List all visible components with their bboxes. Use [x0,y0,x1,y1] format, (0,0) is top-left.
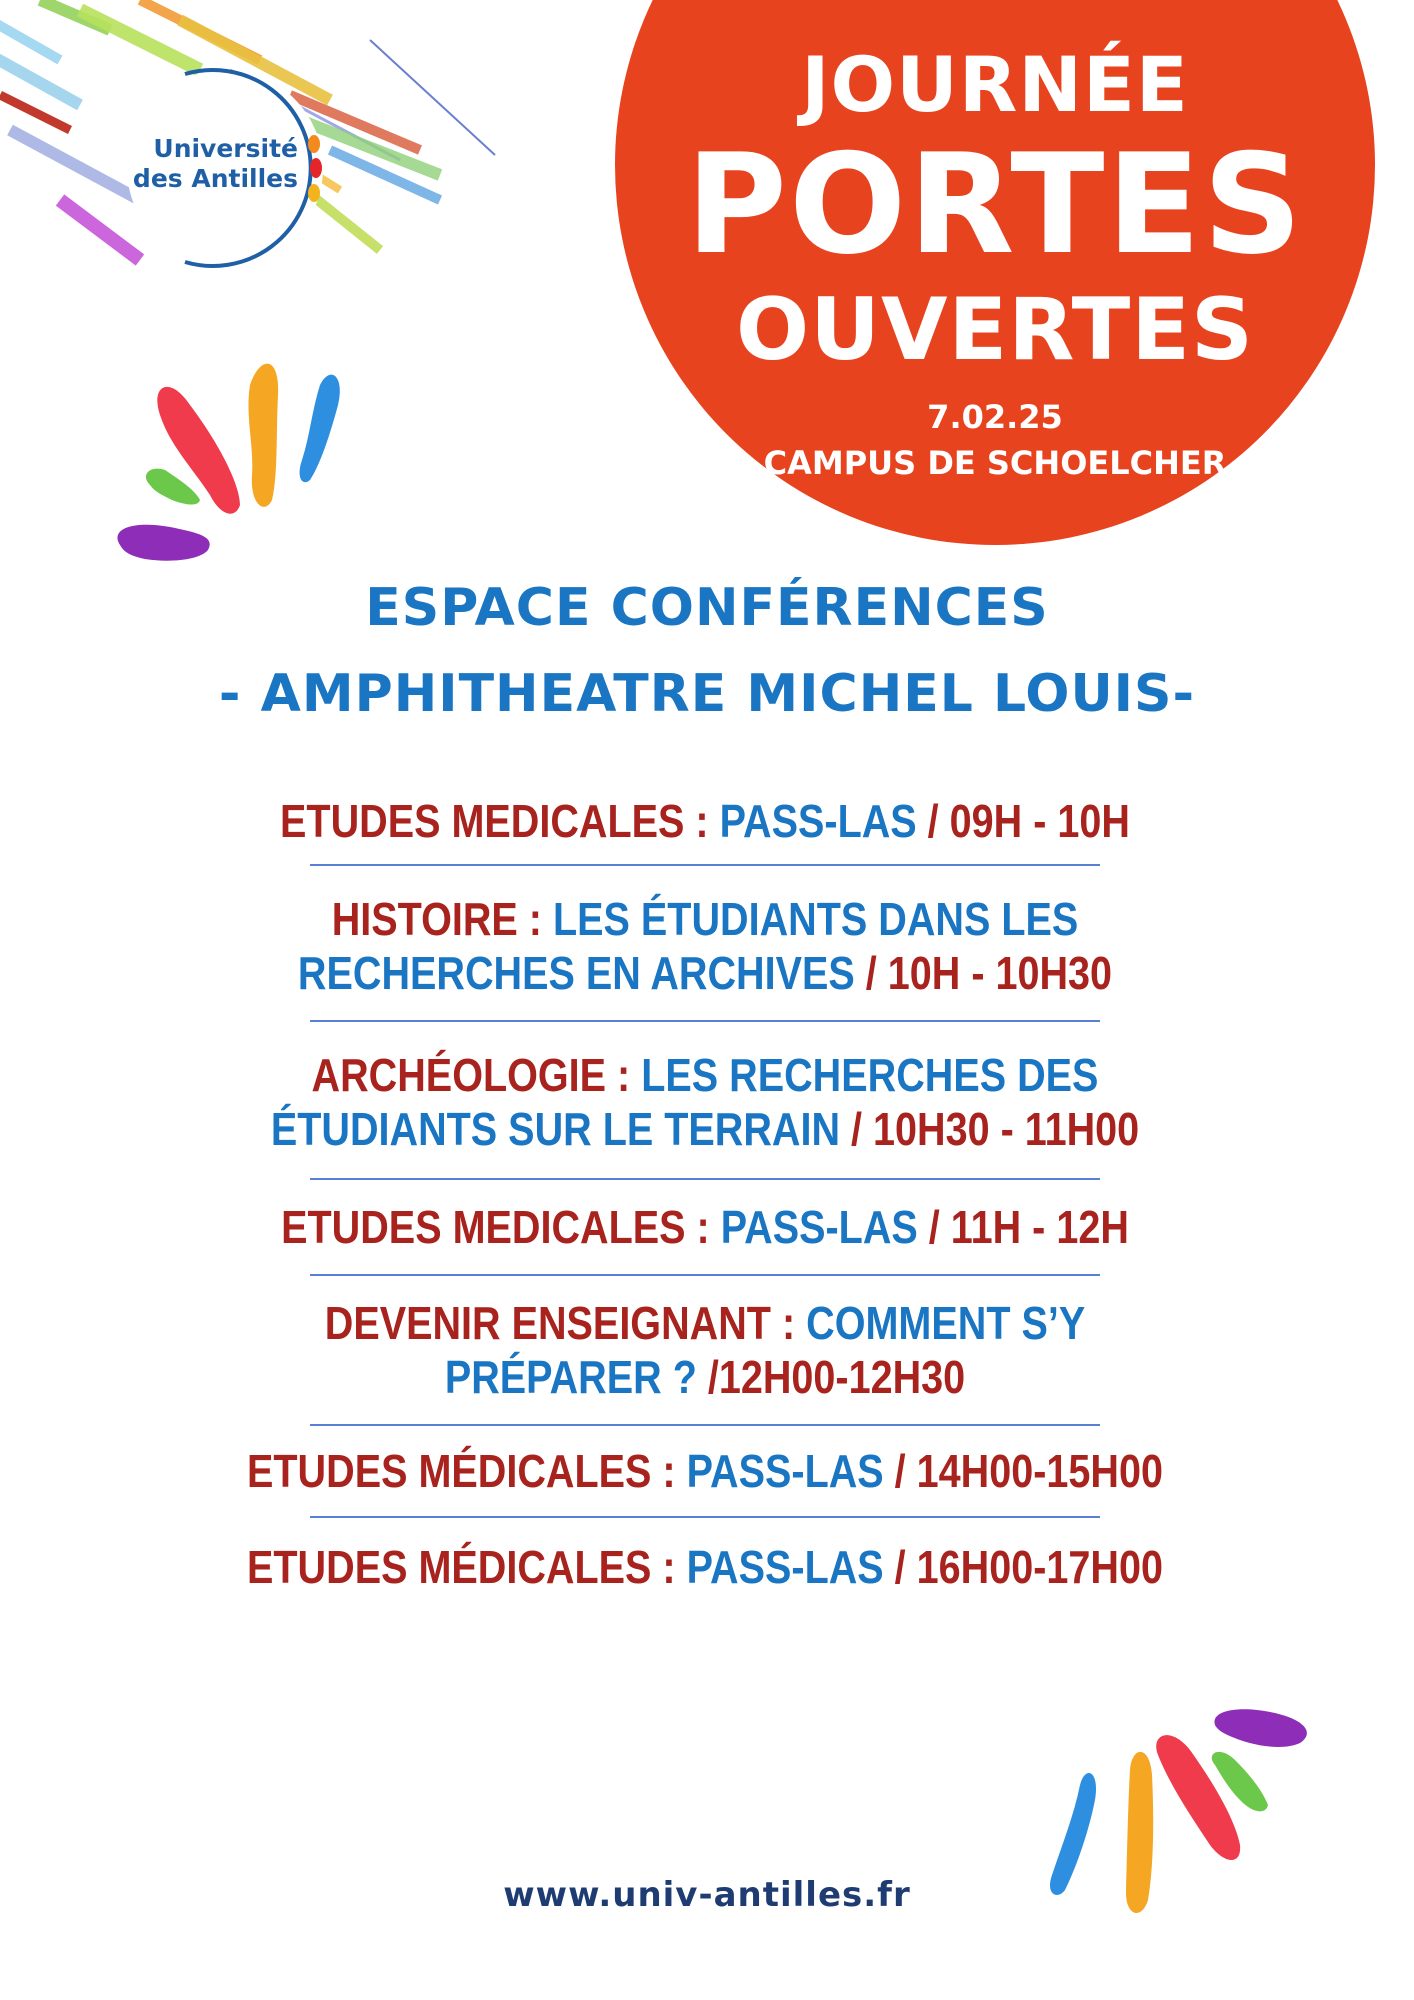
session-item [228,1518,1183,1594]
session-topic: PASS-LAS [686,1445,884,1497]
session-field: ETUDES MEDICALES [281,1201,686,1253]
session-field: ETUDES MÉDICALES [247,1541,652,1593]
section-title: ESPACE CONFÉRENCES [365,578,1049,638]
session-colon: : [651,1541,687,1593]
session-colon: : [684,795,720,847]
session-time: / 10H - 10H30 [854,947,1113,999]
session-item [228,1426,1183,1516]
session-colon: : [770,1297,807,1349]
section-subtitle: - AMPHITHEATRE MICHEL LOUIS- [218,664,1196,724]
session-item [228,1022,1183,1178]
session-colon: : [517,893,553,945]
session-topic: PASS-LAS [720,1201,918,1253]
session-item [228,1276,1183,1424]
session-time: / 11H - 12H [917,1201,1129,1253]
session-time: / 16H00-17H00 [883,1541,1163,1593]
session-topic: COMMENT S’Y PRÉPARER ? [444,1297,1086,1403]
session-time: / 09H - 10H [916,795,1130,847]
session-colon: : [685,1201,721,1253]
session-item [228,866,1183,1020]
session-list [150,790,1260,1594]
session-field: DEVENIR ENSEIGNANT [324,1297,771,1349]
session-topic: PASS-LAS [686,1541,884,1593]
logo-line-2: des Antilles [132,164,298,193]
hero-portes: PORTES [685,124,1305,285]
website-link[interactable]: www.univ-antilles.fr [503,1875,911,1915]
session-topic: PASS-LAS [719,795,917,847]
session-time: / 10H30 - 11H00 [840,1103,1140,1155]
session-field: HISTOIRE [331,893,518,945]
session-time: / 14H00-15H00 [883,1445,1163,1497]
hero-ouvertes: OUVERTES [736,280,1254,380]
session-colon: : [651,1445,687,1497]
session-time: /12H00-12H30 [696,1351,966,1403]
session-item [228,1180,1183,1274]
brush-strokes-left [110,355,350,585]
session-field: ETUDES MÉDICALES [247,1445,652,1497]
session-field: ARCHÉOLOGIE [311,1049,607,1101]
event-date: 7.02.25 [927,398,1063,436]
hero-journee: JOURNÉE [801,40,1189,129]
university-logo [90,60,330,270]
session-item [228,790,1183,864]
logo-line-1: Université [153,134,298,163]
session-topic: LES ÉTUDIANTS DANS LES RECHERCHES EN ARCHIVES [297,893,1079,999]
session-topic: LES RECHERCHES DES ÉTUDIANTS SUR LE TERRAIN [270,1049,1099,1155]
session-field: ETUDES MEDICALES [280,795,685,847]
event-campus: CAMPUS DE SCHOELCHER [763,444,1227,482]
session-colon: : [606,1049,642,1101]
